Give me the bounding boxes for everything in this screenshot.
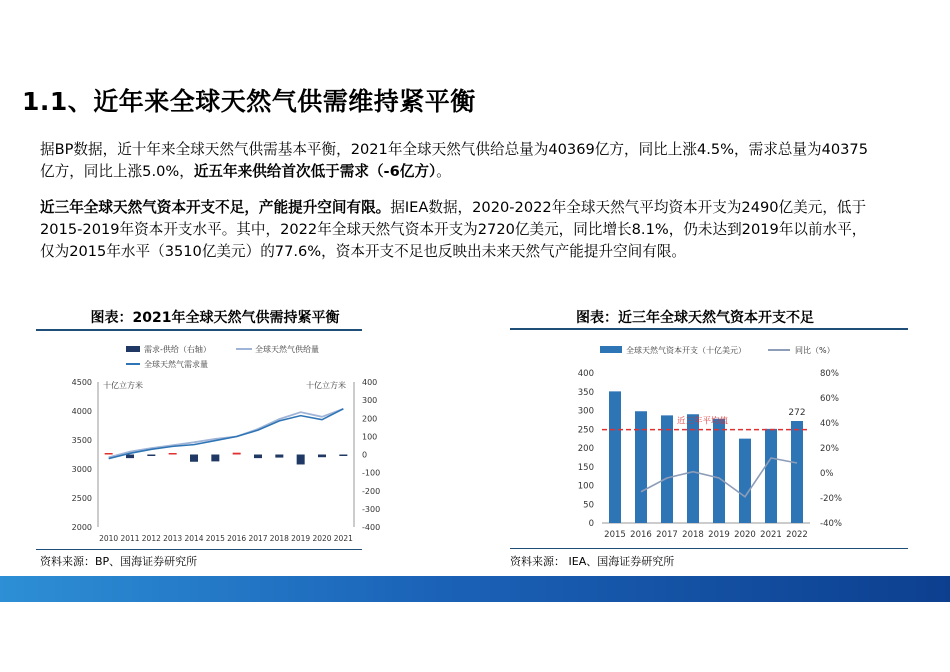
left-y-tick-label: 2000	[71, 523, 92, 532]
diff-bar	[147, 455, 155, 457]
footer-band	[0, 576, 950, 602]
legend-label-demand: 全球天然气需求量	[144, 360, 208, 369]
legend-label-yoy: 同比（%）	[795, 346, 835, 355]
x-tick-label: 2015	[205, 534, 225, 543]
left-source: 资料来源：BP、国海证券研究所	[40, 555, 198, 568]
right-y-tick-label: 0	[362, 450, 368, 460]
left-y-tick-label: 400	[577, 369, 594, 379]
x-tick-label: 2016	[227, 534, 247, 543]
x-tick-label: 2020	[312, 534, 332, 543]
capex-bar	[713, 419, 725, 523]
x-tick-label: 2018	[269, 534, 289, 543]
x-tick-label: 2020	[734, 530, 756, 540]
avg-line-label: 近三年平均值	[677, 416, 729, 427]
left-y-tick-label: 4000	[71, 407, 92, 416]
x-tick-label: 2019	[708, 530, 730, 540]
x-tick-label: 2015	[604, 530, 626, 540]
diff-bar	[275, 455, 283, 458]
right-source: 资料来源： IEA、国海证券研究所	[510, 555, 675, 568]
data-label: 272	[788, 408, 806, 418]
x-tick-label: 2021	[333, 534, 353, 543]
right-y-tick-label: 60%	[820, 394, 839, 404]
x-tick-label: 2021	[760, 530, 782, 540]
x-tick-label: 2010	[99, 534, 119, 543]
x-tick-label: 2017	[248, 534, 268, 543]
x-tick-label: 2012	[141, 534, 161, 543]
para1-end: 。	[436, 163, 451, 180]
left-axis-unit: 十亿立方米	[103, 381, 143, 390]
x-tick-label: 2019	[291, 534, 311, 543]
para2-text: 据IEA数据，2020-2022年全球天然气平均资本开支为2490亿美元，低于2015-2019年资本开支水平。其中，2022年全球天然气资本开支为2720亿美元，同比增长8.1%，仍未达到2019年以前水平，仅为2015年水平（3510亿美元）的77.6%，资本开支不足也反映出未来天然气产能提升空间有限。	[40, 199, 867, 260]
x-tick-label: 2022	[786, 530, 808, 540]
legend-swatch-diff	[126, 346, 140, 352]
x-tick-label: 2011	[120, 534, 140, 543]
right-y-tick-label: 20%	[820, 444, 839, 454]
x-tick-label: 2016	[630, 530, 652, 540]
capex-bar	[687, 414, 699, 523]
left-y-tick-label: 3000	[71, 465, 92, 474]
diff-bar	[105, 453, 113, 455]
capex-bar	[739, 439, 751, 523]
right-y-tick-label: 0%	[820, 469, 834, 479]
diff-bar	[318, 455, 326, 458]
legend-label-supply: 全球天然气供给量	[255, 345, 319, 354]
x-tick-label: 2014	[184, 534, 204, 543]
legend-swatch-capex	[600, 346, 622, 353]
para1-bold: 近五年来供给首次低于需求（-6亿方）	[193, 163, 437, 180]
diff-bar	[254, 455, 262, 459]
diff-bar	[169, 453, 177, 455]
diff-bar	[190, 455, 198, 462]
demand-line	[109, 409, 344, 459]
diff-bar	[297, 455, 305, 465]
legend-label-diff: 需求-供给（右轴）	[144, 345, 211, 354]
paragraph-capex	[40, 197, 870, 263]
right-y-tick-label: -400	[362, 523, 381, 532]
slide-title: 1.1、近年来全球天然气供需维持紧平衡	[22, 87, 476, 116]
left-y-tick-label: 0	[588, 519, 594, 529]
left-chart	[36, 332, 381, 547]
legend-label-capex: 全球天然气资本开支（十亿美元）	[626, 346, 746, 355]
right-y-tick-label: 300	[362, 396, 378, 406]
capex-bar	[791, 421, 803, 523]
right-y-tick-label: 200	[362, 414, 378, 424]
left-y-tick-label: 300	[577, 406, 594, 417]
diff-bar	[233, 453, 241, 455]
capex-bar	[609, 391, 621, 523]
left-title-rule	[36, 329, 362, 331]
right-y-tick-label: -100	[362, 468, 381, 478]
capex-bar	[661, 415, 673, 523]
right-y-tick-label: -40%	[820, 519, 842, 529]
right-y-tick-label: -200	[362, 486, 381, 496]
x-tick-label: 2017	[656, 530, 678, 540]
right-y-tick-label: 100	[362, 432, 378, 442]
left-y-tick-label: 3500	[71, 436, 92, 445]
right-y-tick-label: 80%	[820, 369, 839, 379]
right-y-tick-label: -20%	[820, 494, 842, 504]
right-y-tick-label: -300	[362, 504, 381, 514]
left-chart-title: 图表：2021年全球天然气供需持紧平衡	[90, 310, 340, 326]
right-chart-title: 图表：近三年全球天然气资本开支不足	[576, 310, 814, 326]
right-y-tick-label: 40%	[820, 419, 839, 429]
left-y-tick-label: 250	[577, 425, 594, 436]
x-tick-label: 2013	[163, 534, 183, 543]
left-y-tick-label: 150	[577, 462, 594, 473]
left-y-tick-label: 2500	[71, 494, 92, 503]
para2-bold: 近三年全球天然气资本开支不足，产能提升空间有限。	[40, 199, 391, 216]
capex-bar	[765, 429, 777, 523]
left-y-tick-label: 4500	[71, 378, 92, 387]
right-y-tick-label: 400	[362, 378, 378, 387]
left-y-tick-label: 50	[583, 500, 594, 511]
diff-bar	[339, 455, 347, 457]
right-chart	[510, 332, 910, 547]
left-y-tick-label: 200	[577, 444, 594, 454]
left-y-tick-label: 350	[577, 387, 594, 398]
x-tick-label: 2018	[682, 530, 704, 540]
para1-text: 据BP数据，近十年来全球天然气供需基本平衡，2021年全球天然气供给总量为40369亿方，同比上涨4.5%，需求总量为40375亿方，同比上涨5.0%，	[40, 141, 869, 180]
capex-bar	[635, 411, 647, 523]
right-title-rule	[510, 328, 908, 330]
paragraph-supply-demand	[40, 139, 870, 183]
diff-bar	[211, 455, 219, 462]
right-axis-unit: 十亿立方米	[306, 381, 346, 390]
left-y-tick-label: 100	[577, 481, 594, 492]
diff-bar	[126, 455, 134, 459]
right-bottom-rule	[510, 548, 908, 549]
left-bottom-rule	[36, 549, 362, 550]
